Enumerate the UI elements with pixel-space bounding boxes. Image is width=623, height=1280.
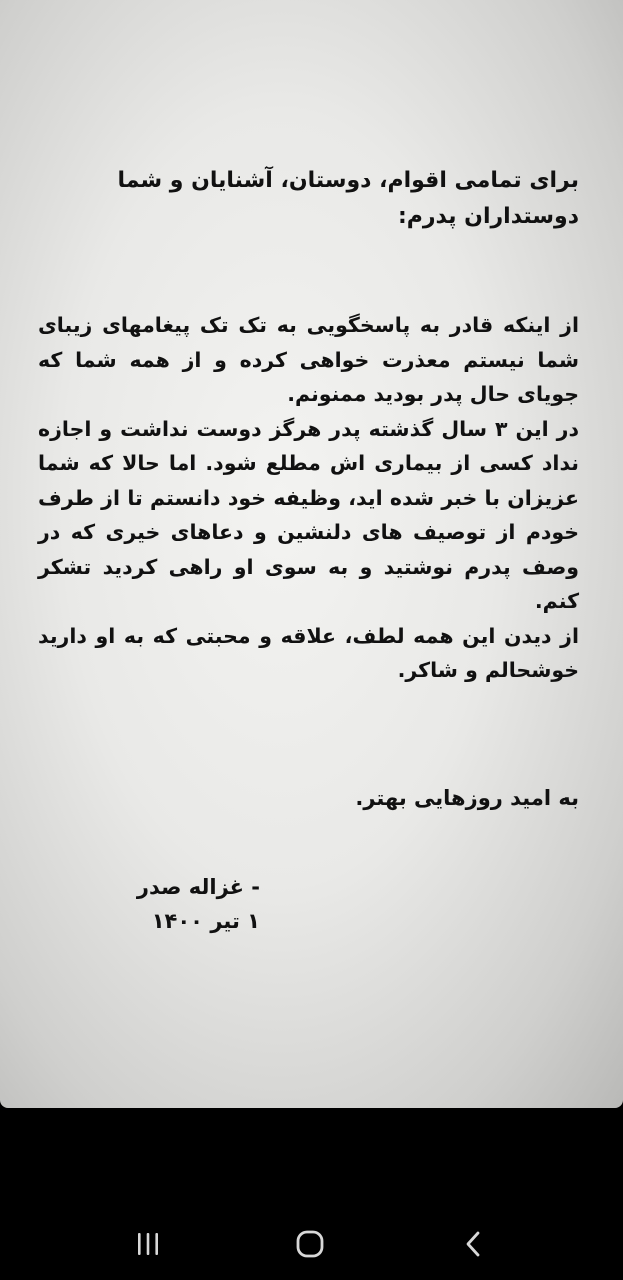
signature-date: ۱ تیر ۱۴۰۰ [151,909,260,933]
letter-signature [60,870,260,938]
recents-button[interactable] [124,1222,172,1266]
home-icon [295,1230,325,1258]
home-button[interactable] [286,1222,334,1266]
letter-salutation: برای تمامی اقوام، دوستان، آشنایان و شما دوستداران پدرم: [117,168,579,229]
signature-name: - غزاله صدر [136,875,260,899]
letter-paragraph-apology: از اینکه قادر به پاسخگویی به تک تک پیغامهای زیبای شما نیستم معذرت خواهی کرده و از همه شما که جویای حال پدر بودید ممنونم. [38,313,579,406]
letter-body [38,308,579,688]
letter-paragraph-gratitude: از دیدن این همه لطف، علاقه و محبتی که به او دارید خوشحالم و شاکر. [38,623,579,682]
back-chevron-icon [463,1230,485,1258]
recents-icon [135,1232,161,1256]
letter-closing: به امید روزهایی بهتر. [355,786,579,810]
letter-paragraph-thanks: در این ۳ سال گذشته پدر هرگز دوست نداشت و اجازه نداد کسی از بیماری اش مطلع شود. اما حالا که شما عزیزان با خبر شده اید، وظیفه خود دانستم تا از طرف خودم از توصیف های دلنشین و دعاهای خیری که در وصف پدرم نوشتید و به سوی او راهی کردید تشکر کنم. [38,416,579,613]
back-button[interactable] [450,1222,498,1266]
